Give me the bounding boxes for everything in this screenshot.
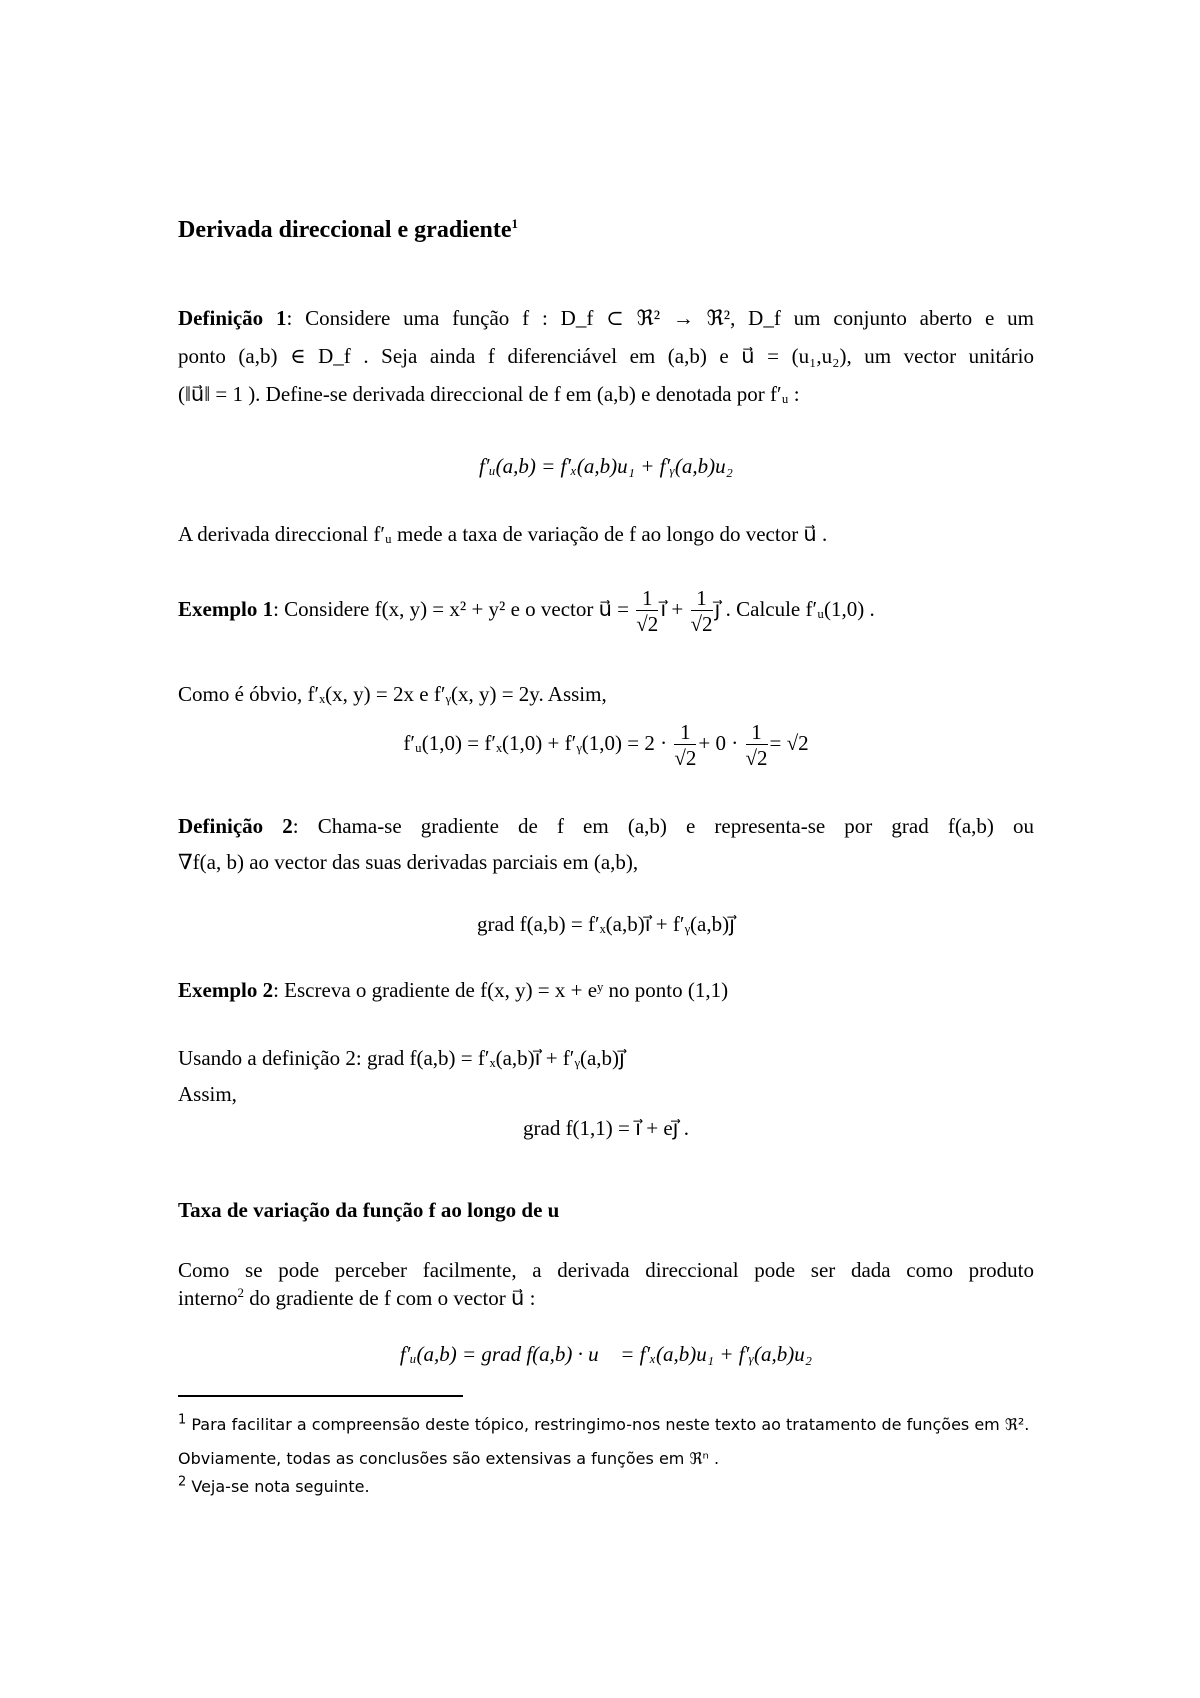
fraction-one-over-root-two: $\frac{1}{√2}$ (636, 585, 659, 636)
section-heading-rate: Taxa de variação da função f ao longo de u⃗ (178, 1198, 576, 1222)
example-2-label: Exemplo 2 (178, 978, 274, 1002)
equation-directional-derivative: f′ᵤ(a,b) = f′ₓ(a,b)u₁ + f′ᵧ(a,b)u₂ (479, 454, 733, 478)
footnote-divider (178, 1395, 463, 1397)
footnote-ref-2: 2 (237, 1285, 244, 1300)
footnote-ref-1: 1 (511, 216, 518, 231)
equation-gradient: grad f(a,b) = f′ₓ(a,b)i⃗ + f′ᵧ(a,b)j⃗ (477, 912, 735, 936)
equation-gradient-result: grad f(1,1) = i⃗ + ej⃗ . (523, 1116, 689, 1140)
example-2: Exemplo 2: Escreva o gradiente de f(x, y) = x + eʸ no ponto (1,1) (178, 978, 729, 1002)
paragraph-inner-product-line-2: interno$^2$ do gradiente de f com o vector u⃗ : (178, 1285, 536, 1310)
definition-1-line-1: Definição 1: Considere uma função f : D_f ⊂ ℜ² → ℜ², D_f um conjunto aberto e um (178, 306, 1034, 330)
fraction-one-over-root-two: $\frac{1}{√2}$ (690, 585, 713, 636)
equation-inner-product: f′ᵤ(a,b) = grad f(a,b) · u⃗ = f′ₓ(a,b)u₁ + f′ᵧ(a,b)u₂ (399, 1342, 813, 1366)
paragraph-rate: A derivada direccional f′ᵤ mede a taxa de variação de f ao longo do vector u⃗ . (178, 522, 828, 546)
paragraph-inner-product-line-1: Como se pode perceber facilmente, a derivada direccional pode ser dada como produto (178, 1258, 1034, 1282)
definition-1-label: Definição 1 (178, 306, 287, 330)
example-1: Exemplo 1: Considere f(x, y) = x² + y² e o vector u⃗ = $\frac{1}{√2}$ i⃗ + $\frac{1}{√2}$ j⃗ . Calcule f′ᵤ(1,0) . (178, 585, 875, 636)
definition-2-label: Definição 2 (178, 814, 293, 838)
footnote-1-line-1: $^1$ Para facilitar a compreensão deste tópico, restringimo-nos neste texto ao tratamento de funções em ℜ². (178, 1412, 1030, 1434)
definition-1-line-2: ponto (a,b) ∈ D_f . Seja ainda f diferenciável em (a,b) e u⃗ = (u₁,u₂), um vector unitário (178, 344, 1034, 368)
fraction-one-over-root-two: $\frac{1}{√2}$ (745, 719, 768, 770)
paragraph-assim: Assim, (178, 1082, 237, 1106)
equation-example-1-result: f′ᵤ(1,0) = f′ₓ(1,0) + f′ᵧ(1,0) = 2 · $\frac{1}{√2}$ + 0 · $\frac{1}{√2}$ = √2 (403, 719, 809, 770)
definition-1-line-3: (‖u⃗‖ = 1 ). Define-se derivada direccional de f em (a,b) e denotada por f′ᵤ : (178, 382, 800, 406)
example-1-label: Exemplo 1 (178, 597, 274, 621)
footnote-2: $^2$ Veja-se nota seguinte. (178, 1474, 370, 1496)
definition-2-line-1: Definição 2: Chama-se gradiente de f em (a,b) e representa-se por grad f(a,b) ou (178, 814, 1034, 838)
paragraph-using-definition: Usando a definição 2: grad f(a,b) = f′ₓ(a,b)i⃗ + f′ᵧ(a,b)j⃗ (178, 1046, 625, 1070)
paragraph-obvious: Como é óbvio, f′ₓ(x, y) = 2x e f′ᵧ(x, y) = 2y. Assim, (178, 682, 607, 706)
page-title: Derivada direccional e gradiente$^1$ (178, 216, 518, 243)
fraction-one-over-root-two: $\frac{1}{√2}$ (674, 719, 697, 770)
footnote-1-line-2: Obviamente, todas as conclusões são extensivas a funções em ℜⁿ . (178, 1449, 720, 1468)
definition-2-line-2: ∇f(a, b) ao vector das suas derivadas parciais em (a,b), (178, 850, 639, 874)
